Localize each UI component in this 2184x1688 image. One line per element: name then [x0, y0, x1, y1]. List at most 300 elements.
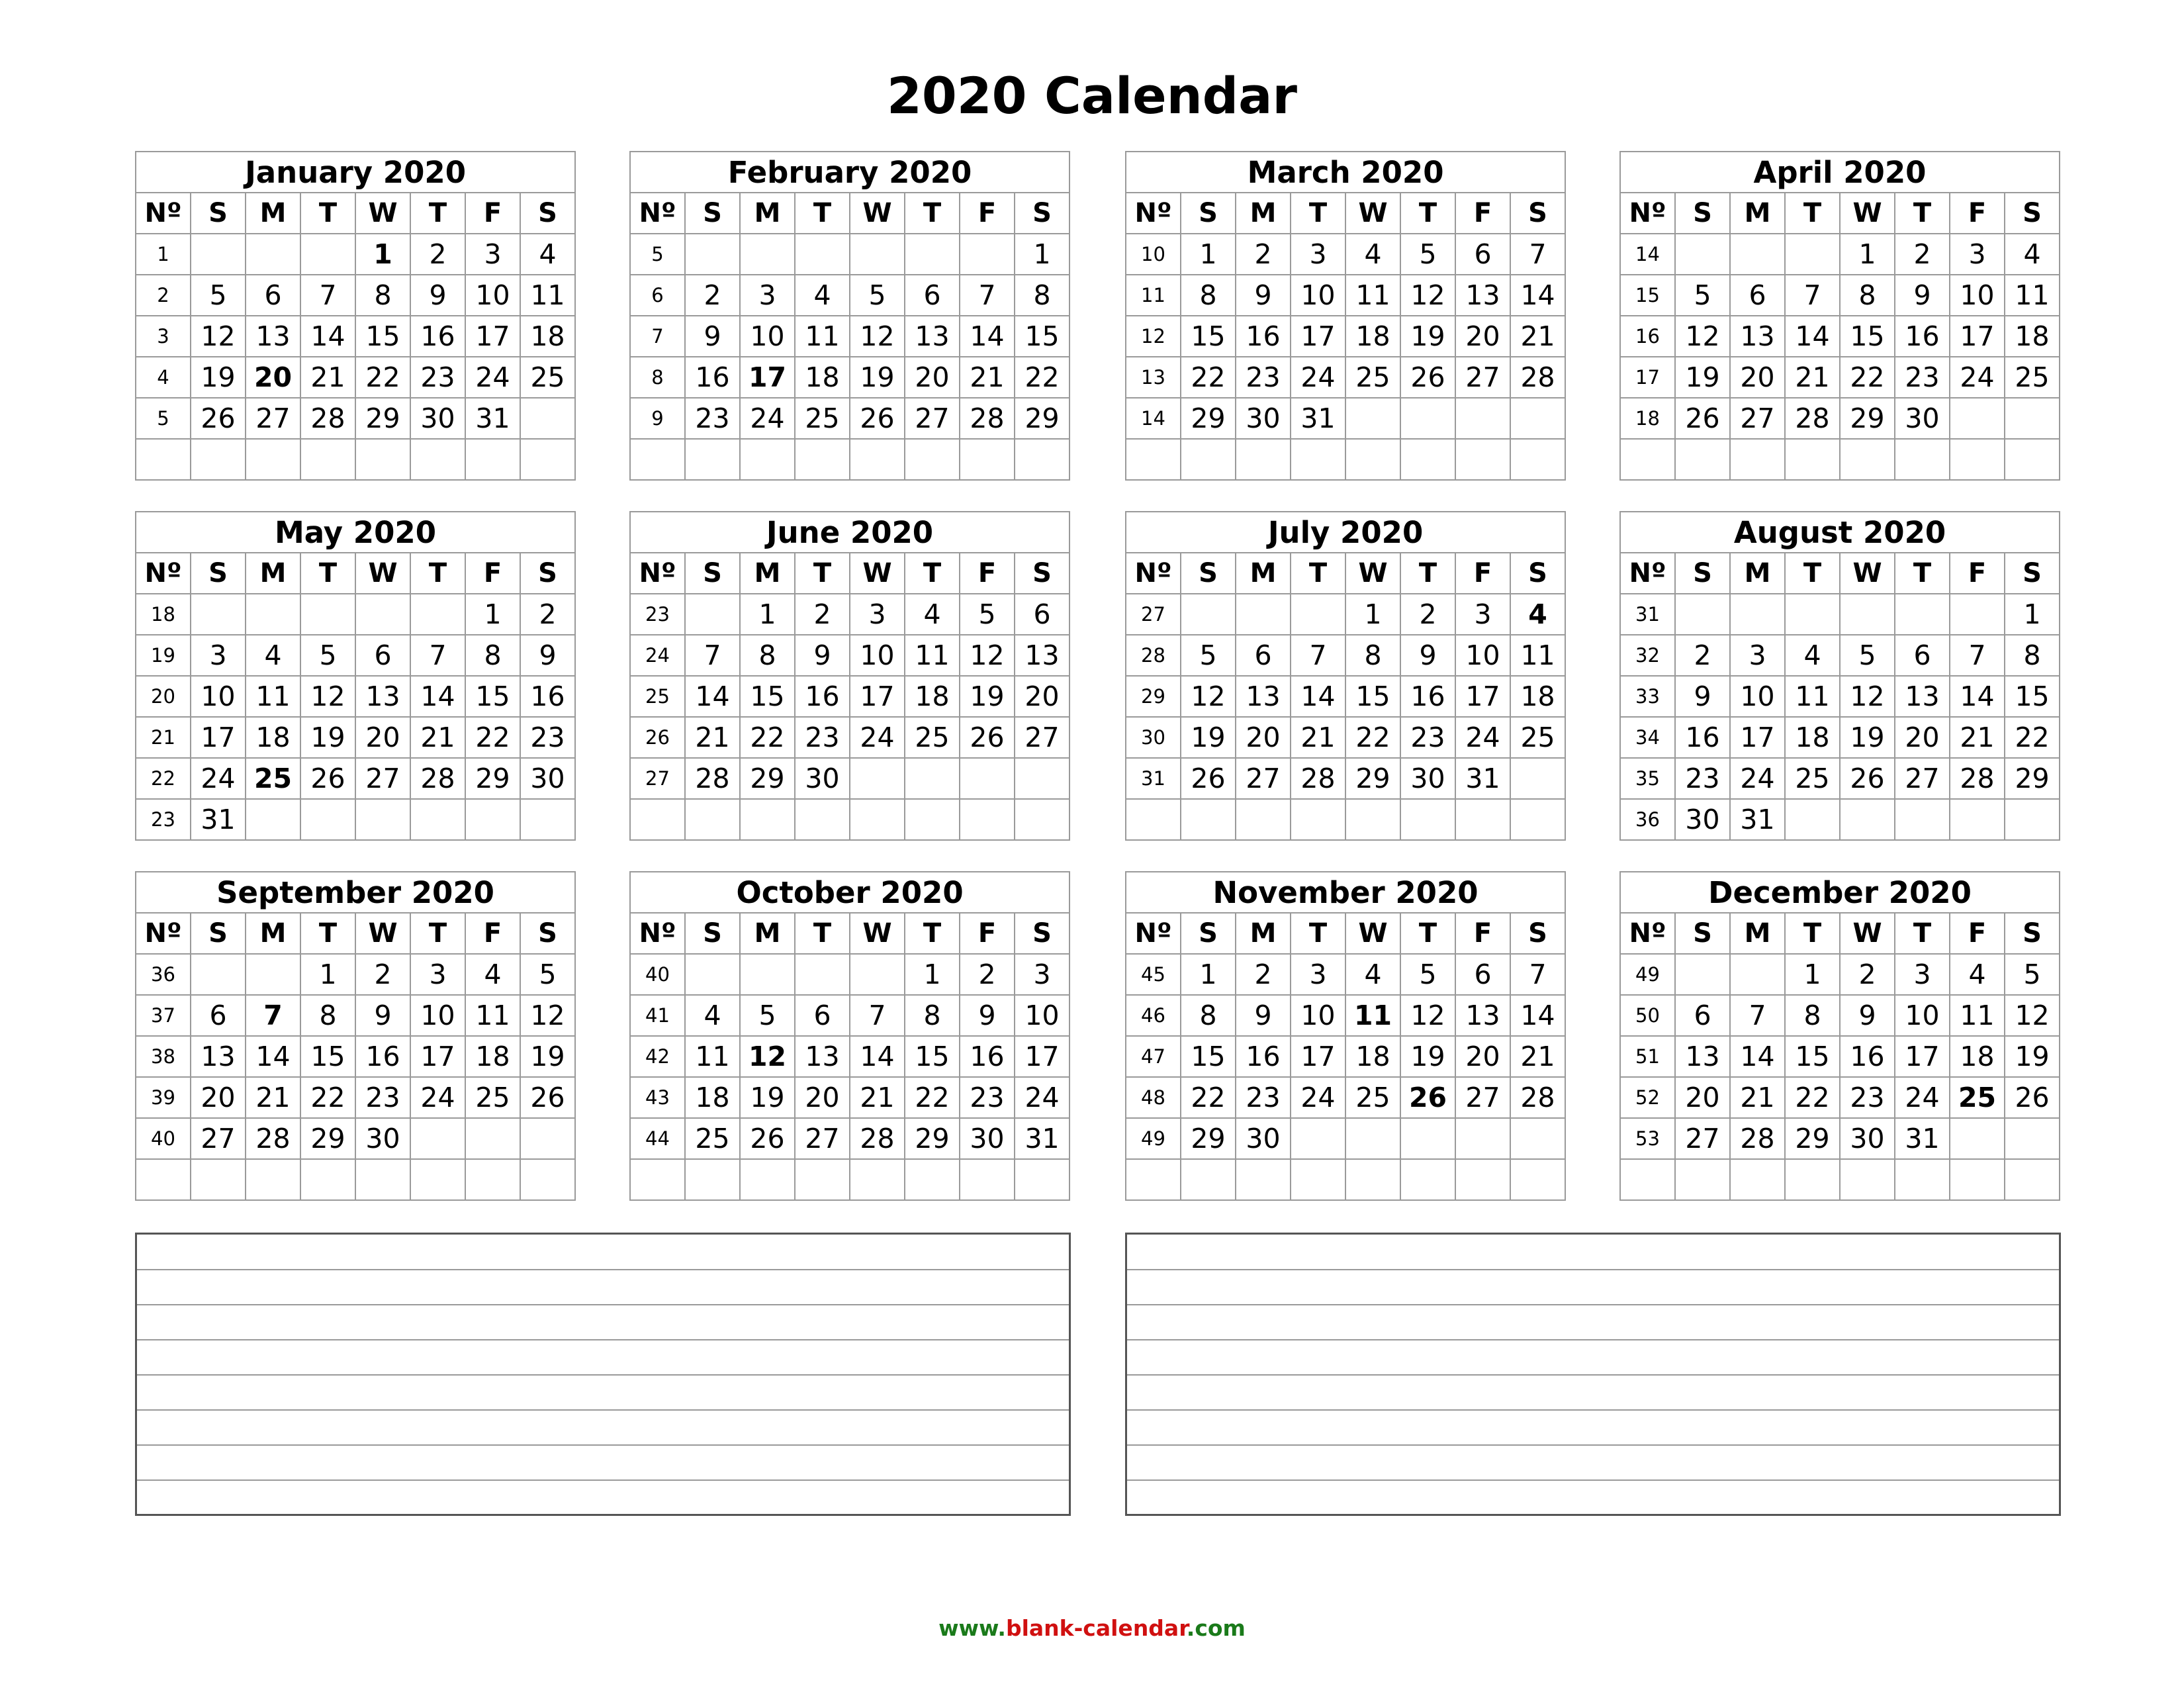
day-cell[interactable]: 21	[1291, 717, 1345, 758]
note-line[interactable]	[1127, 1409, 2059, 1411]
day-cell[interactable]: 30	[1840, 1118, 1895, 1159]
day-cell[interactable]	[1400, 439, 1455, 480]
day-cell[interactable]	[1730, 234, 1785, 275]
day-cell[interactable]: 11	[1785, 676, 1840, 717]
day-cell[interactable]: 27	[1236, 758, 1291, 799]
day-cell[interactable]: 28	[960, 398, 1015, 439]
day-cell[interactable]: 4	[1345, 234, 1400, 275]
day-cell[interactable]: 11	[465, 995, 520, 1036]
day-cell[interactable]: 16	[1840, 1036, 1895, 1077]
holiday-cell[interactable]: 4	[1510, 594, 1565, 635]
day-cell[interactable]: 13	[1730, 316, 1785, 357]
note-line[interactable]	[1127, 1269, 2059, 1270]
day-cell[interactable]: 11	[1510, 635, 1565, 676]
holiday-cell[interactable]: 20	[246, 357, 300, 398]
day-cell[interactable]: 15	[1181, 316, 1236, 357]
day-cell[interactable]: 17	[1291, 1036, 1345, 1077]
day-cell[interactable]: 8	[300, 995, 355, 1036]
day-cell[interactable]: 1	[1181, 234, 1236, 275]
day-cell[interactable]	[1345, 799, 1400, 840]
day-cell[interactable]: 11	[1950, 995, 2005, 1036]
day-cell[interactable]	[740, 234, 795, 275]
day-cell[interactable]: 15	[905, 1036, 960, 1077]
day-cell[interactable]: 17	[1950, 316, 2005, 357]
day-cell[interactable]: 29	[905, 1118, 960, 1159]
day-cell[interactable]: 31	[465, 398, 520, 439]
day-cell[interactable]: 31	[191, 799, 246, 840]
day-cell[interactable]: 2	[1840, 954, 1895, 995]
day-cell[interactable]	[246, 954, 300, 995]
day-cell[interactable]: 2	[410, 234, 465, 275]
day-cell[interactable]	[1015, 1159, 1069, 1200]
day-cell[interactable]: 18	[246, 717, 300, 758]
day-cell[interactable]: 5	[740, 995, 795, 1036]
day-cell[interactable]	[1840, 799, 1895, 840]
day-cell[interactable]	[1675, 594, 1730, 635]
day-cell[interactable]: 22	[905, 1077, 960, 1118]
day-cell[interactable]: 18	[685, 1077, 740, 1118]
day-cell[interactable]: 3	[1291, 234, 1345, 275]
day-cell[interactable]: 8	[1181, 995, 1236, 1036]
day-cell[interactable]	[300, 594, 355, 635]
day-cell[interactable]	[1785, 1159, 1840, 1200]
day-cell[interactable]	[246, 1159, 300, 1200]
day-cell[interactable]	[520, 1118, 575, 1159]
day-cell[interactable]: 5	[960, 594, 1015, 635]
day-cell[interactable]: 8	[905, 995, 960, 1036]
day-cell[interactable]: 30	[410, 398, 465, 439]
day-cell[interactable]: 6	[355, 635, 410, 676]
day-cell[interactable]: 30	[960, 1118, 1015, 1159]
day-cell[interactable]	[1840, 439, 1895, 480]
day-cell[interactable]: 1	[905, 954, 960, 995]
note-line[interactable]	[137, 1374, 1069, 1376]
day-cell[interactable]	[1291, 1159, 1345, 1200]
day-cell[interactable]: 13	[1675, 1036, 1730, 1077]
day-cell[interactable]: 15	[2005, 676, 2060, 717]
day-cell[interactable]: 27	[1455, 1077, 1510, 1118]
day-cell[interactable]: 29	[300, 1118, 355, 1159]
day-cell[interactable]: 20	[1236, 717, 1291, 758]
day-cell[interactable]: 10	[410, 995, 465, 1036]
day-cell[interactable]	[740, 799, 795, 840]
day-cell[interactable]: 16	[1400, 676, 1455, 717]
day-cell[interactable]: 6	[1675, 995, 1730, 1036]
day-cell[interactable]: 14	[1291, 676, 1345, 717]
day-cell[interactable]: 27	[1895, 758, 1950, 799]
day-cell[interactable]: 13	[1455, 995, 1510, 1036]
day-cell[interactable]: 24	[410, 1077, 465, 1118]
day-cell[interactable]: 24	[1730, 758, 1785, 799]
day-cell[interactable]	[1950, 439, 2005, 480]
day-cell[interactable]: 16	[960, 1036, 1015, 1077]
day-cell[interactable]: 19	[1840, 717, 1895, 758]
day-cell[interactable]: 6	[1730, 275, 1785, 316]
day-cell[interactable]	[1510, 439, 1565, 480]
day-cell[interactable]: 28	[1510, 1077, 1565, 1118]
day-cell[interactable]: 16	[1675, 717, 1730, 758]
day-cell[interactable]	[905, 758, 960, 799]
day-cell[interactable]: 31	[1895, 1118, 1950, 1159]
day-cell[interactable]: 4	[1345, 954, 1400, 995]
day-cell[interactable]: 7	[850, 995, 905, 1036]
day-cell[interactable]	[1455, 1118, 1510, 1159]
day-cell[interactable]: 29	[1181, 398, 1236, 439]
note-line[interactable]	[137, 1304, 1069, 1305]
day-cell[interactable]	[795, 799, 850, 840]
day-cell[interactable]	[1345, 1159, 1400, 1200]
day-cell[interactable]: 22	[300, 1077, 355, 1118]
day-cell[interactable]: 14	[1510, 275, 1565, 316]
day-cell[interactable]: 22	[1181, 357, 1236, 398]
day-cell[interactable]: 9	[795, 635, 850, 676]
day-cell[interactable]: 3	[850, 594, 905, 635]
note-line[interactable]	[1127, 1304, 2059, 1305]
holiday-cell[interactable]: 12	[740, 1036, 795, 1077]
day-cell[interactable]	[850, 1159, 905, 1200]
day-cell[interactable]: 19	[740, 1077, 795, 1118]
day-cell[interactable]: 29	[740, 758, 795, 799]
day-cell[interactable]: 25	[520, 357, 575, 398]
day-cell[interactable]: 19	[520, 1036, 575, 1077]
day-cell[interactable]: 12	[300, 676, 355, 717]
day-cell[interactable]	[2005, 439, 2060, 480]
day-cell[interactable]: 12	[1675, 316, 1730, 357]
day-cell[interactable]: 28	[685, 758, 740, 799]
day-cell[interactable]	[1455, 799, 1510, 840]
day-cell[interactable]	[795, 439, 850, 480]
day-cell[interactable]: 25	[1785, 758, 1840, 799]
day-cell[interactable]: 2	[1400, 594, 1455, 635]
note-line[interactable]	[137, 1444, 1069, 1446]
day-cell[interactable]: 17	[191, 717, 246, 758]
day-cell[interactable]	[300, 799, 355, 840]
day-cell[interactable]: 7	[300, 275, 355, 316]
day-cell[interactable]: 20	[1895, 717, 1950, 758]
day-cell[interactable]: 8	[1181, 275, 1236, 316]
day-cell[interactable]: 16	[1236, 316, 1291, 357]
day-cell[interactable]	[685, 594, 740, 635]
day-cell[interactable]	[410, 439, 465, 480]
day-cell[interactable]: 16	[1236, 1036, 1291, 1077]
day-cell[interactable]: 15	[1015, 316, 1069, 357]
day-cell[interactable]: 19	[2005, 1036, 2060, 1077]
day-cell[interactable]	[1785, 439, 1840, 480]
day-cell[interactable]	[685, 234, 740, 275]
day-cell[interactable]: 13	[795, 1036, 850, 1077]
day-cell[interactable]: 20	[355, 717, 410, 758]
day-cell[interactable]: 23	[1675, 758, 1730, 799]
day-cell[interactable]	[1510, 1118, 1565, 1159]
footer-url[interactable]	[0, 1615, 2184, 1641]
day-cell[interactable]: 9	[960, 995, 1015, 1036]
day-cell[interactable]: 4	[465, 954, 520, 995]
day-cell[interactable]: 1	[2005, 594, 2060, 635]
day-cell[interactable]: 22	[355, 357, 410, 398]
day-cell[interactable]: 27	[191, 1118, 246, 1159]
day-cell[interactable]	[520, 1159, 575, 1200]
day-cell[interactable]	[905, 1159, 960, 1200]
day-cell[interactable]: 3	[1730, 635, 1785, 676]
day-cell[interactable]: 1	[1785, 954, 1840, 995]
day-cell[interactable]: 2	[1236, 954, 1291, 995]
day-cell[interactable]	[1455, 1159, 1510, 1200]
day-cell[interactable]: 2	[685, 275, 740, 316]
day-cell[interactable]: 15	[300, 1036, 355, 1077]
day-cell[interactable]	[1236, 799, 1291, 840]
day-cell[interactable]: 26	[740, 1118, 795, 1159]
day-cell[interactable]: 15	[355, 316, 410, 357]
day-cell[interactable]: 27	[795, 1118, 850, 1159]
day-cell[interactable]: 8	[1345, 635, 1400, 676]
day-cell[interactable]: 29	[2005, 758, 2060, 799]
day-cell[interactable]: 8	[1840, 275, 1895, 316]
day-cell[interactable]: 22	[740, 717, 795, 758]
day-cell[interactable]: 8	[2005, 635, 2060, 676]
day-cell[interactable]	[2005, 1118, 2060, 1159]
day-cell[interactable]: 4	[685, 995, 740, 1036]
day-cell[interactable]	[1181, 1159, 1236, 1200]
day-cell[interactable]: 19	[1181, 717, 1236, 758]
day-cell[interactable]: 12	[850, 316, 905, 357]
day-cell[interactable]: 29	[1785, 1118, 1840, 1159]
day-cell[interactable]: 12	[520, 995, 575, 1036]
note-line[interactable]	[1127, 1479, 2059, 1481]
day-cell[interactable]	[355, 1159, 410, 1200]
day-cell[interactable]	[410, 594, 465, 635]
day-cell[interactable]	[1840, 594, 1895, 635]
day-cell[interactable]	[1181, 594, 1236, 635]
day-cell[interactable]: 21	[1785, 357, 1840, 398]
day-cell[interactable]	[1236, 439, 1291, 480]
day-cell[interactable]: 27	[246, 398, 300, 439]
day-cell[interactable]	[191, 954, 246, 995]
day-cell[interactable]: 23	[355, 1077, 410, 1118]
day-cell[interactable]	[905, 799, 960, 840]
day-cell[interactable]: 17	[1730, 717, 1785, 758]
day-cell[interactable]	[850, 954, 905, 995]
day-cell[interactable]: 12	[1840, 676, 1895, 717]
day-cell[interactable]	[1895, 594, 1950, 635]
note-line[interactable]	[137, 1269, 1069, 1270]
day-cell[interactable]: 26	[1675, 398, 1730, 439]
day-cell[interactable]: 11	[905, 635, 960, 676]
day-cell[interactable]: 20	[1675, 1077, 1730, 1118]
day-cell[interactable]: 18	[1510, 676, 1565, 717]
day-cell[interactable]: 17	[1895, 1036, 1950, 1077]
day-cell[interactable]: 12	[191, 316, 246, 357]
day-cell[interactable]: 28	[300, 398, 355, 439]
day-cell[interactable]: 14	[1510, 995, 1565, 1036]
day-cell[interactable]: 27	[1015, 717, 1069, 758]
day-cell[interactable]	[1730, 954, 1785, 995]
day-cell[interactable]: 22	[1015, 357, 1069, 398]
day-cell[interactable]	[191, 594, 246, 635]
day-cell[interactable]: 27	[905, 398, 960, 439]
day-cell[interactable]: 9	[410, 275, 465, 316]
day-cell[interactable]: 18	[520, 316, 575, 357]
day-cell[interactable]: 14	[960, 316, 1015, 357]
day-cell[interactable]	[1510, 799, 1565, 840]
day-cell[interactable]: 9	[520, 635, 575, 676]
day-cell[interactable]: 3	[1291, 954, 1345, 995]
day-cell[interactable]	[685, 954, 740, 995]
day-cell[interactable]	[1950, 594, 2005, 635]
day-cell[interactable]: 9	[1840, 995, 1895, 1036]
day-cell[interactable]: 18	[465, 1036, 520, 1077]
day-cell[interactable]: 25	[1510, 717, 1565, 758]
day-cell[interactable]: 19	[960, 676, 1015, 717]
day-cell[interactable]: 5	[1400, 234, 1455, 275]
day-cell[interactable]	[410, 799, 465, 840]
day-cell[interactable]: 21	[1510, 1036, 1565, 1077]
day-cell[interactable]	[740, 954, 795, 995]
day-cell[interactable]: 15	[740, 676, 795, 717]
day-cell[interactable]: 4	[246, 635, 300, 676]
day-cell[interactable]: 22	[1345, 717, 1400, 758]
day-cell[interactable]: 24	[465, 357, 520, 398]
day-cell[interactable]: 30	[795, 758, 850, 799]
day-cell[interactable]: 8	[1785, 995, 1840, 1036]
day-cell[interactable]	[410, 1118, 465, 1159]
day-cell[interactable]: 7	[960, 275, 1015, 316]
day-cell[interactable]	[1015, 799, 1069, 840]
day-cell[interactable]: 9	[1675, 676, 1730, 717]
day-cell[interactable]: 13	[905, 316, 960, 357]
day-cell[interactable]: 18	[1345, 316, 1400, 357]
day-cell[interactable]: 10	[191, 676, 246, 717]
day-cell[interactable]: 4	[795, 275, 850, 316]
day-cell[interactable]: 6	[1895, 635, 1950, 676]
day-cell[interactable]	[191, 234, 246, 275]
day-cell[interactable]	[1181, 439, 1236, 480]
day-cell[interactable]: 6	[246, 275, 300, 316]
day-cell[interactable]: 27	[1675, 1118, 1730, 1159]
day-cell[interactable]: 2	[795, 594, 850, 635]
day-cell[interactable]: 9	[1236, 275, 1291, 316]
day-cell[interactable]: 23	[795, 717, 850, 758]
day-cell[interactable]: 5	[1400, 954, 1455, 995]
day-cell[interactable]: 3	[1895, 954, 1950, 995]
day-cell[interactable]: 30	[1236, 1118, 1291, 1159]
day-cell[interactable]	[2005, 1159, 2060, 1200]
day-cell[interactable]	[850, 234, 905, 275]
day-cell[interactable]: 7	[1291, 635, 1345, 676]
day-cell[interactable]	[1455, 439, 1510, 480]
day-cell[interactable]: 23	[410, 357, 465, 398]
day-cell[interactable]: 22	[1840, 357, 1895, 398]
day-cell[interactable]: 9	[355, 995, 410, 1036]
day-cell[interactable]: 1	[300, 954, 355, 995]
day-cell[interactable]: 10	[740, 316, 795, 357]
day-cell[interactable]: 17	[850, 676, 905, 717]
day-cell[interactable]	[465, 799, 520, 840]
day-cell[interactable]	[465, 1118, 520, 1159]
day-cell[interactable]: 23	[1236, 357, 1291, 398]
day-cell[interactable]: 7	[1510, 234, 1565, 275]
holiday-cell[interactable]: 1	[355, 234, 410, 275]
day-cell[interactable]: 10	[1895, 995, 1950, 1036]
day-cell[interactable]: 15	[1840, 316, 1895, 357]
day-cell[interactable]: 12	[1181, 676, 1236, 717]
day-cell[interactable]: 20	[905, 357, 960, 398]
day-cell[interactable]: 25	[465, 1077, 520, 1118]
day-cell[interactable]	[1455, 398, 1510, 439]
day-cell[interactable]	[465, 1159, 520, 1200]
day-cell[interactable]: 10	[1291, 995, 1345, 1036]
day-cell[interactable]: 12	[1400, 275, 1455, 316]
day-cell[interactable]: 6	[1455, 954, 1510, 995]
day-cell[interactable]: 10	[1950, 275, 2005, 316]
day-cell[interactable]: 12	[2005, 995, 2060, 1036]
day-cell[interactable]	[1895, 439, 1950, 480]
day-cell[interactable]: 17	[1291, 316, 1345, 357]
day-cell[interactable]: 24	[1455, 717, 1510, 758]
day-cell[interactable]: 1	[740, 594, 795, 635]
day-cell[interactable]	[685, 799, 740, 840]
day-cell[interactable]: 3	[1455, 594, 1510, 635]
day-cell[interactable]: 26	[300, 758, 355, 799]
day-cell[interactable]: 7	[1785, 275, 1840, 316]
day-cell[interactable]	[960, 799, 1015, 840]
day-cell[interactable]	[1675, 234, 1730, 275]
day-cell[interactable]: 26	[191, 398, 246, 439]
day-cell[interactable]: 23	[1400, 717, 1455, 758]
day-cell[interactable]: 4	[2005, 234, 2060, 275]
day-cell[interactable]	[1730, 439, 1785, 480]
day-cell[interactable]	[795, 954, 850, 995]
day-cell[interactable]: 14	[410, 676, 465, 717]
day-cell[interactable]: 4	[520, 234, 575, 275]
day-cell[interactable]: 28	[246, 1118, 300, 1159]
day-cell[interactable]: 6	[191, 995, 246, 1036]
day-cell[interactable]: 24	[850, 717, 905, 758]
day-cell[interactable]: 24	[740, 398, 795, 439]
day-cell[interactable]: 7	[1510, 954, 1565, 995]
day-cell[interactable]: 5	[1840, 635, 1895, 676]
day-cell[interactable]	[1400, 398, 1455, 439]
note-line[interactable]	[1127, 1339, 2059, 1340]
day-cell[interactable]: 10	[1455, 635, 1510, 676]
day-cell[interactable]	[1785, 594, 1840, 635]
day-cell[interactable]: 17	[410, 1036, 465, 1077]
day-cell[interactable]	[960, 758, 1015, 799]
day-cell[interactable]: 24	[1895, 1077, 1950, 1118]
day-cell[interactable]: 10	[1015, 995, 1069, 1036]
day-cell[interactable]: 14	[685, 676, 740, 717]
day-cell[interactable]: 19	[1675, 357, 1730, 398]
day-cell[interactable]	[960, 1159, 1015, 1200]
day-cell[interactable]: 26	[520, 1077, 575, 1118]
day-cell[interactable]: 21	[850, 1077, 905, 1118]
day-cell[interactable]: 5	[1181, 635, 1236, 676]
day-cell[interactable]	[960, 439, 1015, 480]
day-cell[interactable]	[1510, 1159, 1565, 1200]
day-cell[interactable]	[1840, 1159, 1895, 1200]
day-cell[interactable]: 17	[1455, 676, 1510, 717]
day-cell[interactable]: 1	[465, 594, 520, 635]
day-cell[interactable]: 7	[1950, 635, 2005, 676]
day-cell[interactable]: 27	[355, 758, 410, 799]
day-cell[interactable]: 19	[1400, 316, 1455, 357]
holiday-cell[interactable]: 7	[246, 995, 300, 1036]
day-cell[interactable]	[1730, 594, 1785, 635]
day-cell[interactable]: 22	[2005, 717, 2060, 758]
day-cell[interactable]	[300, 439, 355, 480]
day-cell[interactable]: 4	[905, 594, 960, 635]
day-cell[interactable]: 1	[1345, 594, 1400, 635]
day-cell[interactable]	[905, 439, 960, 480]
